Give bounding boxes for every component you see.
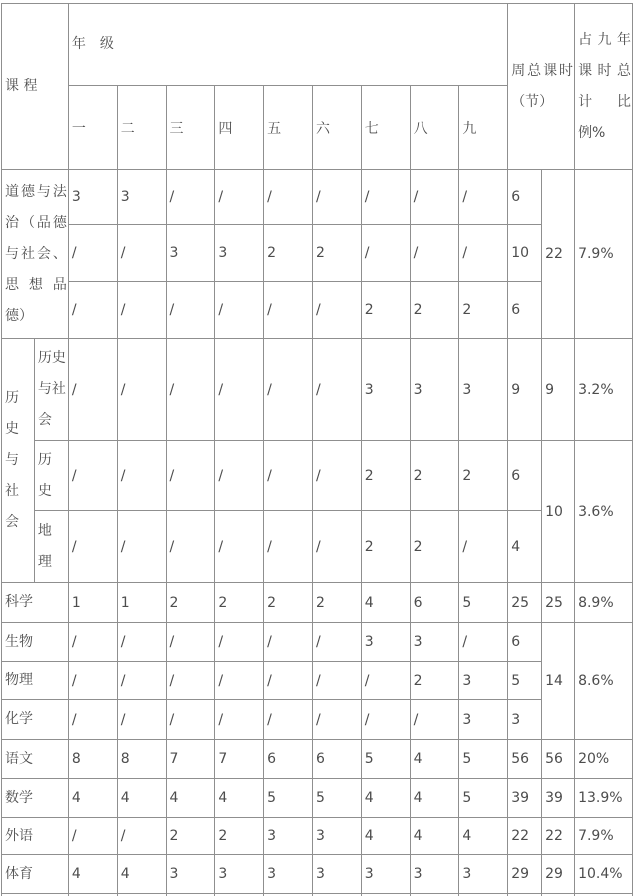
grade-header: 七 [361, 86, 410, 170]
grade-cell: 7 [166, 740, 215, 779]
percent-cell: 3.6% [575, 441, 633, 583]
table-row [2, 623, 633, 662]
subject-label: 化学 [2, 700, 69, 740]
group-total-cell: 9 [542, 339, 575, 441]
curriculum-table [1, 3, 633, 896]
grade-cell: 2 [410, 282, 459, 339]
grade-cell: 3 [459, 855, 508, 894]
table-row [2, 662, 633, 700]
grade-cell: 2 [410, 662, 459, 700]
grade-cell: 3 [459, 339, 508, 441]
grade-cell: 2 [361, 441, 410, 511]
grade-cell: 2 [410, 441, 459, 511]
grade-cell: 3 [68, 170, 117, 225]
grade-cell: / [68, 662, 117, 700]
grade-cell: / [361, 225, 410, 282]
subject-label: 历史 [34, 441, 68, 511]
grade-cell: 4 [361, 583, 410, 623]
grade-cell: 3 [410, 855, 459, 894]
grade-cell: 4 [410, 818, 459, 855]
grade-cell: / [410, 170, 459, 225]
grade-cell: 4 [361, 818, 410, 855]
grade-cell: / [166, 441, 215, 511]
grade-cell: / [68, 282, 117, 339]
percent-cell: 7.9% [575, 818, 633, 855]
grade-cell: 3 [459, 700, 508, 740]
grade-cell: / [166, 700, 215, 740]
weekly-total-cell: 6 [508, 282, 542, 339]
grade-cell: 3 [312, 818, 361, 855]
grade-cell: / [459, 511, 508, 583]
grade-header: 六 [312, 86, 361, 170]
weekly-total-cell: 6 [508, 441, 542, 511]
grade-cell: 3 [264, 855, 313, 894]
grade-cell: 3 [410, 623, 459, 662]
grade-cell: 3 [264, 818, 313, 855]
grade-cell: 2 [361, 511, 410, 583]
grade-cell: / [68, 623, 117, 662]
percent-cell: 8.9% [575, 583, 633, 623]
weekly-total-cell: 10 [508, 225, 542, 282]
weekly-total-cell: 3 [508, 700, 542, 740]
grade-cell: 2 [264, 225, 313, 282]
grade-cell: / [361, 700, 410, 740]
weekly-total-cell: 25 [508, 583, 542, 623]
grade-cell: / [166, 662, 215, 700]
grade-cell: 2 [459, 441, 508, 511]
grade-cell: 2 [166, 583, 215, 623]
subject-label: 生物 [2, 623, 69, 662]
grade-cell: 5 [459, 583, 508, 623]
weekly-total-cell: 4 [508, 511, 542, 583]
grade-cell: 2 [459, 282, 508, 339]
grade-cell: / [264, 511, 313, 583]
grade-cell: 1 [68, 583, 117, 623]
grade-cell: / [312, 511, 361, 583]
table-row [2, 583, 633, 623]
weekly-total-cell: 22 [508, 818, 542, 855]
grade-cell: / [312, 170, 361, 225]
grade-cell: / [264, 662, 313, 700]
grade-cell: / [117, 441, 166, 511]
subject-label: 外语 [2, 818, 69, 855]
group-total-cell: 10 [542, 441, 575, 583]
grade-cell: 3 [215, 855, 264, 894]
subject-label: 物理 [2, 662, 69, 700]
weekly-total-cell: 29 [508, 855, 542, 894]
subject-label: 体育 [2, 855, 69, 894]
grade-cell: / [68, 441, 117, 511]
grade-cell: / [117, 623, 166, 662]
table-row [2, 779, 633, 818]
grade-cell: 2 [312, 225, 361, 282]
grade-cell: / [312, 282, 361, 339]
grade-cell: / [264, 700, 313, 740]
table-row [2, 855, 633, 894]
grade-cell: 3 [166, 855, 215, 894]
grade-cell: 4 [68, 779, 117, 818]
header-weekly-total: 周总课时（节） [508, 4, 575, 170]
table-row [2, 740, 633, 779]
grade-cell: 1 [117, 583, 166, 623]
table-row [2, 225, 633, 282]
grade-cell: 4 [410, 779, 459, 818]
grade-cell: 2 [166, 818, 215, 855]
weekly-total-cell: 6 [508, 170, 542, 225]
percent-cell: 10.4% [575, 855, 633, 894]
grade-cell: 3 [215, 225, 264, 282]
grade-cell: / [410, 700, 459, 740]
grade-cell: 6 [410, 583, 459, 623]
table-row [2, 818, 633, 855]
grade-cell: / [459, 170, 508, 225]
grade-cell: 3 [166, 225, 215, 282]
grade-cell: 2 [215, 583, 264, 623]
grade-cell: / [215, 623, 264, 662]
grade-cell: / [215, 662, 264, 700]
group-total-cell: 39 [542, 779, 575, 818]
grade-cell: / [410, 225, 459, 282]
percent-cell: 3.2% [575, 339, 633, 441]
grade-cell: / [312, 441, 361, 511]
grade-cell: / [166, 170, 215, 225]
percent-cell: 8.6% [575, 623, 633, 740]
group-total-cell: 25 [542, 583, 575, 623]
table-row [2, 282, 633, 339]
weekly-total-cell: 39 [508, 779, 542, 818]
grade-cell: / [264, 282, 313, 339]
grade-header: 八 [410, 86, 459, 170]
header-row-top [2, 4, 633, 86]
weekly-total-cell: 5 [508, 662, 542, 700]
grade-cell: 4 [166, 779, 215, 818]
grade-cell: 4 [410, 740, 459, 779]
weekly-total-cell: 6 [508, 623, 542, 662]
grade-cell: / [117, 282, 166, 339]
grade-cell: 4 [215, 779, 264, 818]
grade-cell: / [215, 339, 264, 441]
grade-cell: / [215, 170, 264, 225]
grade-cell: / [459, 623, 508, 662]
grade-cell: 6 [264, 740, 313, 779]
grade-cell: / [312, 700, 361, 740]
grade-cell: 3 [117, 170, 166, 225]
grade-cell: / [166, 511, 215, 583]
grade-cell: / [264, 170, 313, 225]
grade-cell: / [166, 623, 215, 662]
grade-cell: 4 [68, 855, 117, 894]
header-percent: 占九年课时总计比例% [575, 4, 633, 170]
percent-cell: 13.9% [575, 779, 633, 818]
header-grade: 年 级 [68, 4, 507, 86]
group-total-cell: 14 [542, 623, 575, 740]
grade-header: 四 [215, 86, 264, 170]
header-course: 课 程 [2, 4, 69, 170]
grade-cell: / [312, 623, 361, 662]
grade-header: 五 [264, 86, 313, 170]
grade-cell: / [312, 339, 361, 441]
subject-label: 历史与社会 [34, 339, 68, 441]
group-total-cell: 29 [542, 855, 575, 894]
grade-cell: / [166, 339, 215, 441]
weekly-total-cell: 56 [508, 740, 542, 779]
grade-cell: 5 [312, 779, 361, 818]
grade-cell: / [68, 511, 117, 583]
group-total-cell: 56 [542, 740, 575, 779]
grade-header: 三 [166, 86, 215, 170]
grade-cell: 8 [117, 740, 166, 779]
grade-cell: / [264, 339, 313, 441]
grade-cell: 5 [264, 779, 313, 818]
grade-cell: / [215, 700, 264, 740]
grade-header: 九 [459, 86, 508, 170]
grade-cell: 2 [215, 818, 264, 855]
weekly-total-cell: 9 [508, 339, 542, 441]
grade-cell: / [68, 225, 117, 282]
table-row [2, 441, 633, 511]
grade-cell: 5 [459, 740, 508, 779]
grade-cell: / [361, 170, 410, 225]
grade-cell: 3 [361, 339, 410, 441]
grade-cell: / [117, 662, 166, 700]
grade-cell: / [459, 225, 508, 282]
grade-cell: 8 [68, 740, 117, 779]
group-total-cell: 22 [542, 170, 575, 339]
subject-label: 道德与法治（品德与社会、思想品德） [2, 170, 69, 339]
grade-cell: 3 [459, 662, 508, 700]
grade-cell: 6 [312, 740, 361, 779]
grade-cell: 2 [361, 282, 410, 339]
grade-cell: / [68, 339, 117, 441]
subject-label: 科学 [2, 583, 69, 623]
percent-cell: 7.9% [575, 170, 633, 339]
grade-cell: 2 [264, 583, 313, 623]
table-row [2, 700, 633, 740]
grade-cell: / [264, 623, 313, 662]
grade-cell: 7 [215, 740, 264, 779]
grade-cell: / [117, 511, 166, 583]
grade-cell: / [117, 818, 166, 855]
group-total-cell: 22 [542, 818, 575, 855]
grade-cell: 4 [117, 779, 166, 818]
grade-cell: / [166, 282, 215, 339]
grade-cell: / [312, 662, 361, 700]
grade-cell: / [361, 662, 410, 700]
table-row [2, 339, 633, 441]
percent-cell: 20% [575, 740, 633, 779]
grade-cell: / [117, 225, 166, 282]
grade-cell: / [215, 441, 264, 511]
grade-cell: 2 [312, 583, 361, 623]
grade-header: 二 [117, 86, 166, 170]
grade-cell: / [68, 818, 117, 855]
grade-cell: 2 [410, 511, 459, 583]
grade-cell: 4 [117, 855, 166, 894]
grade-cell: 5 [361, 740, 410, 779]
grade-cell: / [117, 339, 166, 441]
subject-label: 语文 [2, 740, 69, 779]
grade-header: 一 [68, 86, 117, 170]
grade-cell: / [68, 700, 117, 740]
grade-cell: / [117, 700, 166, 740]
grade-cell: / [215, 511, 264, 583]
grade-cell: 4 [361, 779, 410, 818]
grade-cell: / [215, 282, 264, 339]
grade-cell: 4 [459, 818, 508, 855]
grade-cell: 5 [459, 779, 508, 818]
grade-cell: 3 [410, 339, 459, 441]
subject-label: 地理 [34, 511, 68, 583]
table-row [2, 170, 633, 225]
grade-cell: / [264, 441, 313, 511]
subject-group-label: 历史与社会 [2, 339, 35, 583]
grade-cell: 3 [361, 623, 410, 662]
table-row [2, 511, 633, 583]
grade-cell: 3 [312, 855, 361, 894]
grade-cell: 3 [361, 855, 410, 894]
subject-label: 数学 [2, 779, 69, 818]
